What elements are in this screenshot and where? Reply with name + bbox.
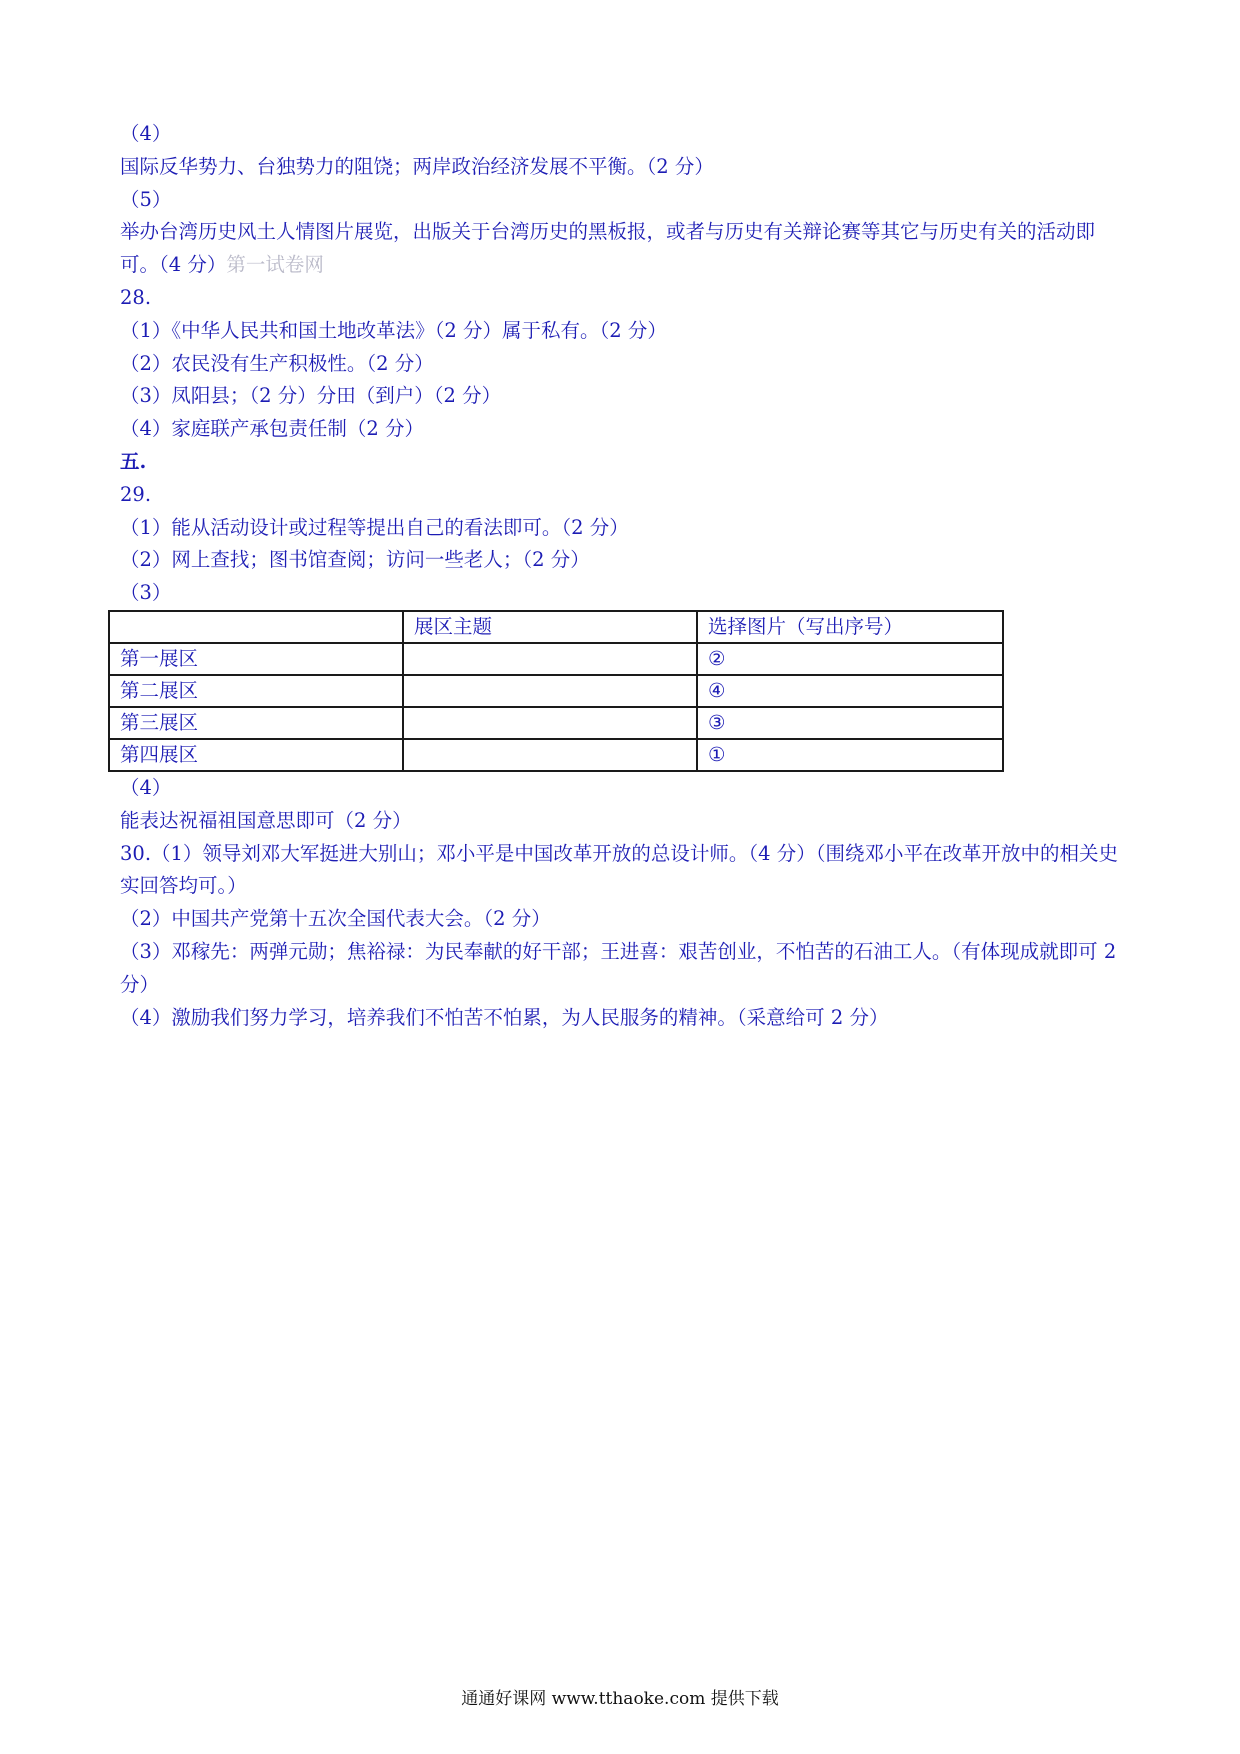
q28-part3: （3）凤阳县；（2 分）分田（到户）（2 分） [120,384,502,408]
table-row [109,739,1003,771]
q30-part2: （2）中国共产党第十五次全国代表大会。（2 分） [120,907,551,931]
q27-part5-number: （5） [120,187,172,211]
table-header-row [109,611,1003,643]
q27-part4-answer: 国际反华势力、台独势力的阻饶；两岸政治经济发展不平衡。（2 分） [120,154,714,178]
q27-part5-text: 举办台湾历史风土人情图片展览，出版关于台湾历史的黑板报，或者与历史有关辩论赛等其它与历史有关的活动即可。（4 分） [120,220,1096,277]
table-cell [403,707,697,739]
table-row [109,707,1003,739]
q27-part4-number: （4） [120,122,172,145]
q29-number: 29. [120,482,152,506]
q29-part4-answer: 能表达祝福祖国意思即可（2 分） [120,808,412,832]
q28-part2: （2）农民没有生产积极性。（2 分） [120,351,434,375]
q30-part1: 30.（1）领导刘邓大军挺进大别山；邓小平是中国改革开放的总设计师。（4 分）（围绕邓小平在改革开放中的相关史实回答均可。） [120,841,1119,898]
table-cell: ② [697,643,1003,675]
section-five-heading: 五. [120,449,147,473]
q28-part1: （1）《中华人民共和国土地改革法》（2 分）属于私有。（2 分） [120,318,667,342]
table-cell [403,675,697,707]
q30-part3: （3）邓稼先：两弹元勋；焦裕禄：为民奉献的好干部；王进喜：艰苦创业，不怕苦的石油工人。（有体现成就即可 2 分） [120,939,1117,996]
q28-number: 28. [120,285,152,309]
watermark-text: 第一试卷网 [226,253,324,277]
table-cell [403,739,697,771]
table-cell: ① [697,739,1003,771]
q30-part4: （4）激励我们努力学习，培养我们不怕苦不怕累，为人民服务的精神。（采意给可 2 分） [120,1005,889,1029]
q29-part1: （1）能从活动设计或过程等提出自己的看法即可。（2 分） [120,515,629,539]
table-row [109,643,1003,675]
q29-part4-number: （4） [120,775,172,799]
page-footer: 通通好课网 www.tthaoke.com 提供下载 [461,1689,779,1709]
q28-part4: （4）家庭联产承包责任制（2 分） [120,417,425,441]
q29-part2: （2）网上查找；图书馆查阅；访问一些老人；（2 分） [120,548,590,572]
table-cell: 第四展区 [109,739,403,771]
table-cell [403,643,697,675]
q27-part5-answer [120,216,1130,282]
table-cell: ④ [697,675,1003,707]
q29-part3-number: （3） [120,581,172,605]
table-cell: ③ [697,707,1003,739]
table-header-cell [109,611,403,643]
exhibition-table [108,610,1004,772]
answer-content [120,118,1130,1034]
table-header-cell: 选择图片（写出序号） [697,611,1003,643]
table-header-cell: 展区主题 [403,611,697,643]
table-cell: 第三展区 [109,707,403,739]
table-row [109,675,1003,707]
table-cell: 第二展区 [109,675,403,707]
table-cell: 第一展区 [109,643,403,675]
